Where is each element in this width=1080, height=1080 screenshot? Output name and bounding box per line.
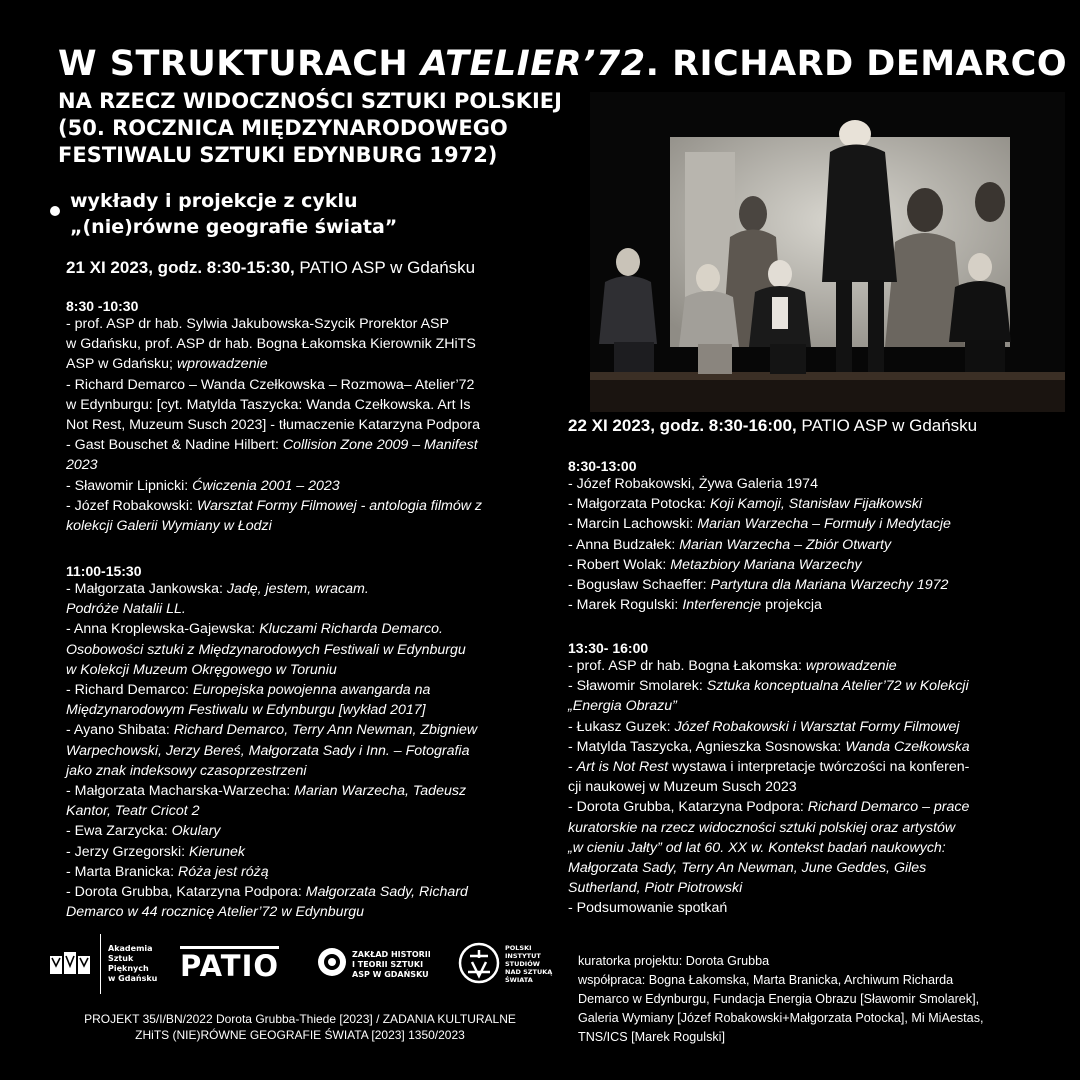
day2-session-1: [568, 458, 1068, 615]
asp-logo-text: [108, 944, 157, 984]
program-text: - prof. ASP dr hab. Bogna Łakomska:: [568, 658, 806, 674]
program-text: w Gdańsku, prof. ASP dr hab. Bogna Łakomska Kierownik ZHiTS: [66, 336, 476, 353]
program-text: Interferencje: [682, 597, 762, 614]
cycle-heading: [70, 188, 397, 240]
program-text: Małgorzata Sady, Terry An Newman, June Geddes, Giles: [568, 860, 927, 877]
patio-logo: [180, 946, 279, 983]
program-text: projekcja: [761, 597, 822, 614]
day2-date-bold: 22 XI 2023, godz. 8:30-16:00,: [568, 416, 797, 435]
zakad-logo-text: [352, 950, 431, 980]
program-line: [568, 656, 1068, 676]
program-line: [568, 555, 1068, 575]
program-line: [66, 862, 556, 882]
program-text: Richard Demarco, Terry Ann Newman, Zbigniew: [173, 722, 478, 739]
program-text: Kantor, Teatr Cricot 2: [66, 803, 200, 820]
program-text: - Małgorzata Macharska-Warzecha:: [66, 783, 295, 800]
credits: [578, 952, 1058, 1047]
program-line: [66, 395, 556, 415]
program-line: [66, 680, 556, 700]
title-prefix: W STRUKTURACH: [58, 44, 421, 84]
program-line: [568, 838, 1068, 858]
program-line: [66, 334, 556, 354]
event-photo: [590, 92, 1065, 412]
program-text: Kierunek: [188, 843, 245, 860]
program-text: jako znak indeksowy czasoprzestrzeni: [66, 762, 307, 779]
program-text: Not Rest, Muzeum Susch 2023] - tłumaczenie Katarzyna Podpora: [66, 417, 481, 434]
program-line: [568, 818, 1068, 838]
patio-text: PATIO: [180, 949, 280, 983]
zakad-line: ASP W GDAŃSKU: [352, 970, 429, 979]
program-line: [66, 700, 556, 720]
program-text: Jadę, jestem, wracam.: [226, 581, 369, 597]
instytut-line: STUDIÓW: [505, 960, 540, 968]
program-text: - Sławomir Smolarek:: [568, 678, 707, 695]
program-text: kolekcji Galerii Wymiany w Łodzi: [66, 518, 272, 535]
program-line: [66, 801, 556, 821]
session-time: 8:30-13:00: [568, 458, 637, 474]
program-text: wprowadzenie: [805, 658, 897, 674]
program-line: [568, 757, 1068, 777]
day2-date: [568, 416, 977, 436]
credits-line: Demarco w Edynburgu, Fundacja Energia Obrazu [Sławomir Smolarek],: [578, 992, 980, 1006]
program-text: w Kolekcji Muzeum Okręgowego w Toruniu: [66, 661, 337, 678]
program-text: Małgorzata Sady, Richard: [305, 884, 468, 901]
credits-line: Galeria Wymiany [Józef Robakowski+Małgorzata Potocka], Mi MiAestas,: [578, 1011, 984, 1025]
program-text: - Małgorzata Potocka:: [568, 496, 710, 513]
program-text: Marian Warzecha, Tadeusz: [294, 783, 467, 800]
main-title: [58, 44, 1067, 84]
asp-line: Sztuk: [108, 954, 134, 963]
program-text: Marian Warzecha – Formuły i Medytacje: [697, 516, 951, 533]
program-text: - Józef Robakowski, Żywa Galeria 1974: [568, 476, 818, 492]
program-line: [66, 660, 556, 680]
program-line: [568, 494, 1068, 514]
program-text: Wanda Czełkowska: [845, 738, 970, 755]
program-text: - Dorota Grubba, Katarzyna Podpora:: [568, 799, 808, 816]
program-line: [66, 640, 556, 660]
program-text: kuratorskie na rzecz widoczności sztuki polskiej oraz artystów: [568, 819, 956, 836]
zakad-line: I TEORII SZTUKI: [352, 960, 424, 969]
program-line: [66, 476, 556, 496]
program-line: [568, 514, 1068, 534]
program-text: - Anna Kroplewska-Gajewska:: [66, 621, 260, 638]
program-text: Ćwiczenia 2001 – 2023: [192, 477, 340, 494]
program-line: [66, 741, 556, 761]
project-info: [60, 1012, 540, 1043]
logo-divider: [100, 934, 101, 994]
cycle-line: „(nie)równe geografie świata”: [70, 216, 398, 238]
program-text: Metazbiory Mariana Warzechy: [670, 556, 862, 573]
day1-date: [66, 258, 475, 278]
program-line: [66, 720, 556, 740]
program-line: [568, 717, 1068, 737]
program-line: [568, 696, 1068, 716]
subtitle: [58, 88, 658, 169]
asp-logo-icon: [48, 948, 92, 983]
program-line: [66, 821, 556, 841]
program-text: Marian Warzecha – Zbiór Otwarty: [679, 536, 892, 553]
program-text: - Marek Rogulski:: [568, 597, 683, 614]
program-text: cji naukowej w Muzeum Susch 2023: [568, 779, 797, 796]
program-text: -: [568, 759, 577, 776]
credits-line: kuratorka projektu: Dorota Grubba: [578, 954, 770, 968]
program-text: „Energia Obrazu”: [568, 698, 677, 715]
program-text: Sutherland, Piotr Piotrowski: [568, 880, 743, 897]
program-line: [568, 575, 1068, 595]
subtitle-line: (50. ROCZNICA MIĘDZYNARODOWEGO: [58, 116, 508, 140]
program-line: [66, 354, 556, 374]
program-line: [568, 898, 1068, 918]
program-line: [66, 902, 556, 922]
project-line: PROJEKT 35/I/BN/2022 Dorota Grubba-Thiede [2023] / ZADANIA KULTURALNE: [84, 1012, 516, 1026]
program-line: [66, 314, 556, 334]
program-line: [66, 882, 556, 902]
program-text: - Marta Branicka:: [66, 863, 178, 880]
program-line: [66, 435, 556, 455]
session-time: 11:00-15:30: [66, 563, 142, 579]
asp-line: w Gdańsku: [108, 974, 158, 983]
program-text: Collision Zone 2009 – Manifest: [282, 437, 478, 454]
credits-line: współpraca: Bogna Łakomska, Marta Branicka, Archiwum Richarda: [578, 973, 954, 987]
program-line: [66, 842, 556, 862]
bullet-dot-icon: [50, 206, 60, 216]
program-line: [568, 595, 1068, 615]
session-time: 13:30- 16:00: [568, 640, 649, 656]
session-items: [568, 474, 1068, 615]
program-text: - prof. ASP dr hab. Sylwia Jakubowska-Szycik Prorektor ASP: [66, 316, 449, 332]
instytut-line: POLSKI: [505, 944, 532, 952]
instytut-line: NAD SZTUKĄ: [505, 968, 553, 976]
program-text: Okulary: [171, 823, 221, 840]
program-text: - Ayano Shibata:: [66, 722, 174, 739]
program-text: w Edynburgu: [cyt. Matylda Taszycka: Wanda Czełkowska. Art Is: [66, 396, 471, 413]
session-items: [66, 314, 556, 536]
program-line: [568, 777, 1068, 797]
program-line: [66, 619, 556, 639]
program-text: - Małgorzata Jankowska:: [66, 581, 227, 597]
program-text: - Matylda Taszycka, Agnieszka Sosnowska:: [568, 738, 846, 755]
program-line: [568, 474, 1068, 494]
program-text: Józef Robakowski i Warsztat Formy Filmowej: [674, 718, 960, 735]
program-text: 2023: [66, 457, 98, 474]
program-text: Osobowości sztuki z Międzynarodowych Festiwali w Edynburgu: [66, 641, 466, 658]
program-text: wystawa i interpretacje twórczości na konferen-: [668, 759, 970, 776]
program-text: Warpechowski, Jerzy Bereś, Małgorzata Sady i Inn. – Fotografia: [66, 742, 470, 759]
credits-line: TNS/ICS [Marek Rogulski]: [578, 1030, 725, 1044]
instytut-logo-text: [505, 944, 552, 984]
day2-place: PATIO ASP w Gdańsku: [796, 416, 978, 435]
asp-line: Akademia: [108, 944, 153, 953]
program-text: Richard Demarco – prace: [807, 799, 970, 816]
program-text: Europejska powojenna awangarda na: [192, 682, 431, 699]
program-line: [568, 858, 1068, 878]
program-text: - Richard Demarco – Wanda Czełkowska – Rozmowa– Atelier’72: [66, 376, 475, 393]
instytut-line: ŚWIATA: [505, 976, 533, 984]
program-text: ASP w Gdańsku;: [66, 356, 177, 373]
program-text: Koji Kamoji, Stanisław Fijałkowski: [709, 496, 923, 513]
program-line: [66, 516, 556, 536]
program-text: - Józef Robakowski:: [66, 497, 197, 514]
program-text: - Gast Bouschet & Nadine Hilbert:: [66, 437, 283, 454]
program-text: Kluczami Richarda Demarco.: [259, 621, 443, 638]
program-text: Sztuka konceptualna Atelier’72 w Kolekcji: [706, 678, 969, 695]
cycle-line: wykłady i projekcje z cyklu: [70, 190, 358, 212]
day1-session-1: [66, 298, 556, 536]
event-photo-image: [590, 92, 1065, 412]
program-text: - Podsumowanie spotkań: [568, 900, 728, 917]
program-line: [66, 761, 556, 781]
session-time: 8:30 -10:30: [66, 298, 139, 314]
program-line: [66, 781, 556, 801]
zakad-line: ZAKŁAD HISTORII: [352, 950, 431, 959]
program-line: [66, 375, 556, 395]
program-text: Międzynarodowym Festiwalu w Edynburgu [wykład 2017]: [66, 702, 426, 719]
program-text: Podróże Natalii LL.: [66, 601, 186, 618]
program-line: [568, 737, 1068, 757]
day2-session-2: [568, 640, 1068, 919]
zakad-logo-icon: [316, 946, 348, 983]
title-italic: ATELIER’72: [420, 44, 646, 84]
title-suffix: . RICHARD DEMARCO: [645, 44, 1068, 84]
program-line: [66, 415, 556, 435]
program-text: Róża jest różą: [177, 863, 269, 880]
project-line: ZHiTS (NIE)RÓWNE GEOGRAFIE ŚWIATA [2023] 1350/2023: [135, 1027, 465, 1042]
program-text: - Robert Wolak:: [568, 556, 671, 573]
program-text: - Anna Budzałek:: [568, 536, 680, 553]
program-text: - Marcin Lachowski:: [568, 516, 698, 533]
session-items: [66, 579, 556, 922]
day1-session-2: [66, 563, 556, 922]
program-text: Partytura dla Mariana Warzechy 1972: [710, 577, 949, 594]
day1-date-bold: 21 XI 2023, godz. 8:30-15:30,: [66, 258, 295, 277]
program-text: Warsztat Formy Filmowej - antologia filmów z: [196, 497, 483, 514]
program-text: Demarco w 44 rocznicę Atelier’72 w Edynburgu: [66, 904, 365, 921]
instytut-logo-icon: [458, 942, 500, 989]
program-line: [568, 676, 1068, 696]
program-line: [568, 797, 1068, 817]
subtitle-line: NA RZECZ WIDOCZNOŚCI SZTUKI POLSKIEJ: [58, 89, 562, 113]
subtitle-line: FESTIWALU SZTUKI EDYNBURG 1972): [58, 143, 498, 167]
day1-place: PATIO ASP w Gdańsku: [294, 258, 476, 277]
program-text: - Bogusław Schaeffer:: [568, 577, 711, 594]
program-text: - Richard Demarco:: [66, 682, 193, 699]
program-text: - Ewa Zarzycka:: [66, 823, 172, 840]
program-line: [66, 496, 556, 516]
program-line: [66, 599, 556, 619]
program-line: [568, 535, 1068, 555]
program-text: wprowadzenie: [176, 356, 268, 373]
program-line: [66, 579, 556, 599]
asp-line: Pięknych: [108, 964, 149, 973]
session-items: [568, 656, 1068, 919]
program-text: „w cieniu Jałty” od lat 60. XX w. Kontekst badań naukowych:: [568, 839, 946, 856]
program-line: [66, 455, 556, 475]
program-text: - Jerzy Grzegorski:: [66, 843, 189, 860]
program-line: [568, 878, 1068, 898]
instytut-line: INSTYTUT: [505, 952, 541, 960]
program-text: - Łukasz Guzek:: [568, 718, 675, 735]
program-text: - Sławomir Lipnicki:: [66, 477, 193, 494]
program-text: Art is Not Rest: [576, 759, 669, 776]
program-text: - Dorota Grubba, Katarzyna Podpora:: [66, 884, 306, 901]
